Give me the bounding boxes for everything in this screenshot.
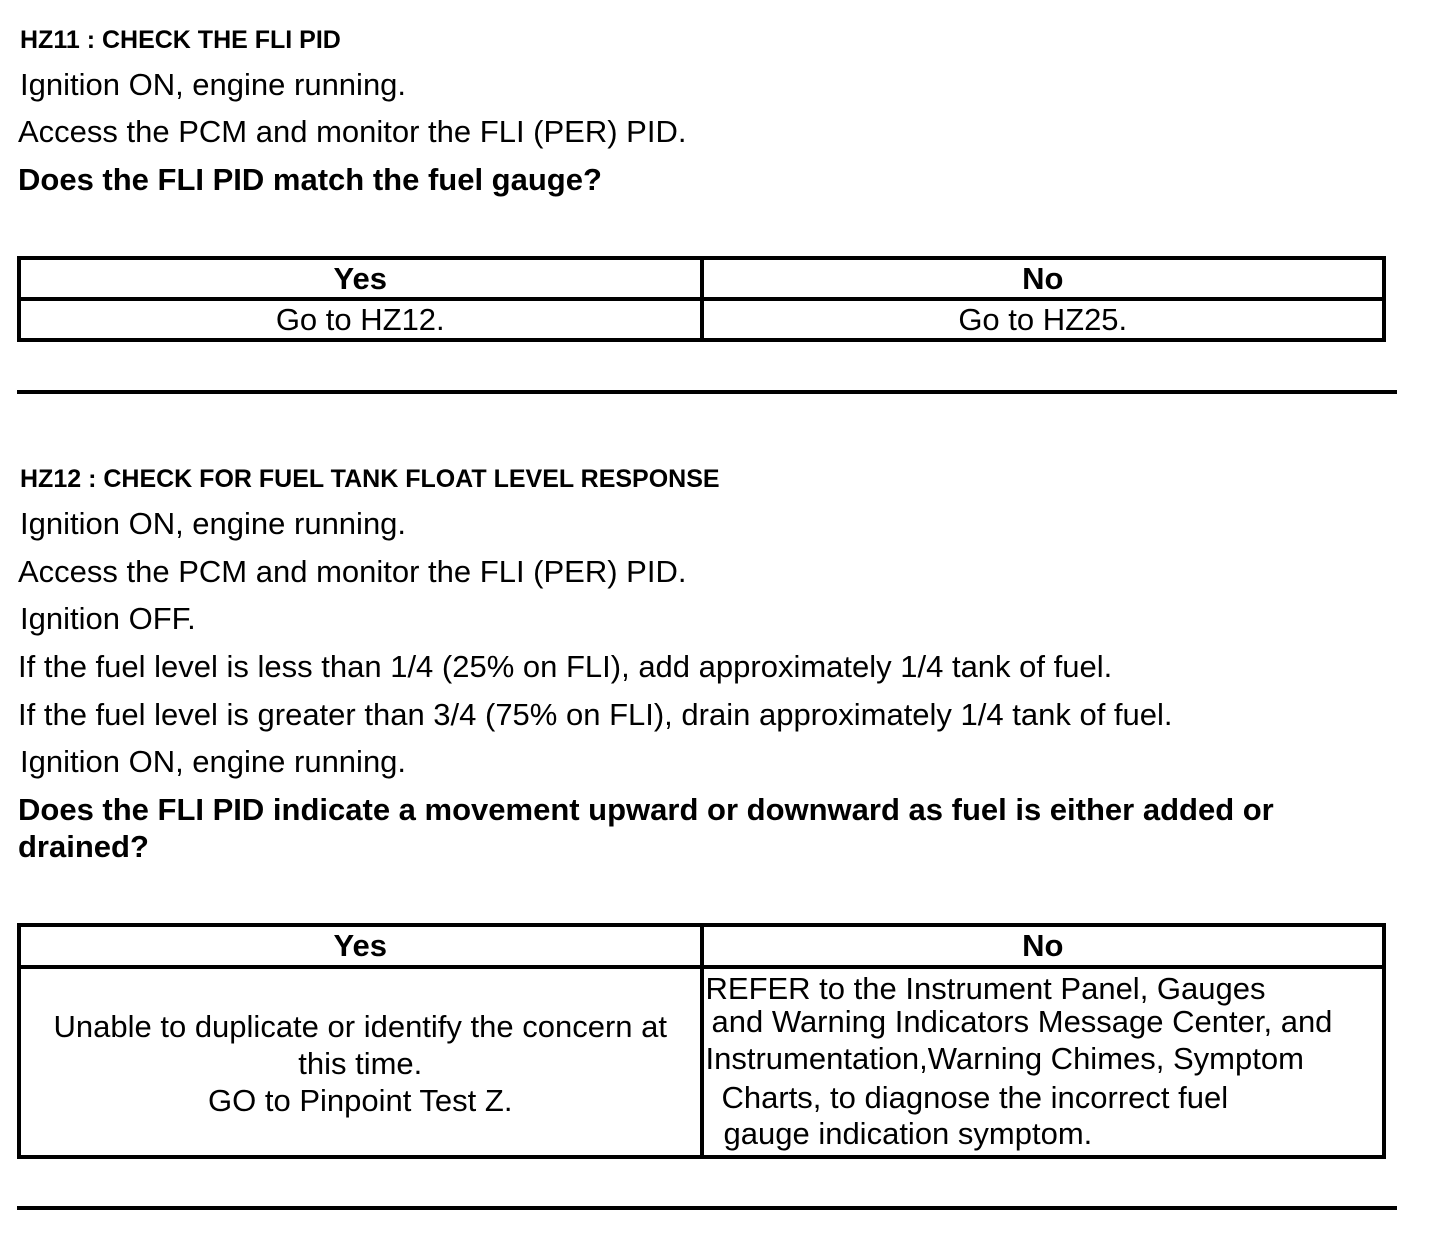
hz11-yes-action: Go to HZ12. bbox=[19, 299, 702, 340]
hz12-no-action-line-4: Charts, to diagnose the incorrect fuel bbox=[721, 1080, 1229, 1115]
bottom-divider bbox=[17, 1206, 1397, 1210]
hz11-question: Does the FLI PID match the fuel gauge? bbox=[18, 162, 602, 197]
hz12-step-1: Ignition ON, engine running. bbox=[20, 506, 407, 541]
hz12-yes-header: Yes bbox=[19, 925, 702, 967]
hz12-yes-action-line-1: Unable to duplicate or identify the concern at bbox=[53, 1008, 667, 1044]
hz12-question-line-1: Does the FLI PID indicate a movement upward or downward as fuel is either added or bbox=[18, 792, 1274, 827]
hz11-step-1: Ignition ON, engine running. bbox=[20, 67, 407, 102]
hz11-step-2: Access the PCM and monitor the FLI (PER) PID. bbox=[18, 114, 687, 149]
hz12-yes-action bbox=[19, 967, 702, 1157]
hz12-step-5: If the fuel level is greater than 3/4 (75% on FLI), drain approximately 1/4 tank of fuel. bbox=[18, 697, 1173, 732]
hz12-yes-action-line-2: this time. bbox=[298, 1045, 423, 1081]
hz12-step-6: Ignition ON, engine running. bbox=[20, 744, 407, 779]
hz12-result-table bbox=[17, 923, 1386, 1159]
hz12-yes-action-line-3: GO to Pinpoint Test Z. bbox=[208, 1082, 513, 1118]
hz12-no-header: No bbox=[702, 925, 1385, 967]
hz12-heading: HZ12 : CHECK FOR FUEL TANK FLOAT LEVEL RESPONSE bbox=[20, 465, 720, 493]
hz11-result-table bbox=[17, 256, 1386, 342]
hz11-no-action: Go to HZ25. bbox=[702, 299, 1385, 340]
hz12-no-action-line-3: Instrumentation,Warning Chimes, Symptom bbox=[705, 1041, 1304, 1076]
hz12-no-action-line-2: and Warning Indicators Message Center, and bbox=[711, 1004, 1333, 1039]
hz11-yes-header: Yes bbox=[19, 258, 702, 299]
hz11-no-header: No bbox=[702, 258, 1385, 299]
hz12-no-action-line-1: REFER to the Instrument Panel, Gauges bbox=[705, 971, 1266, 1006]
hz12-question-line-2: drained? bbox=[18, 829, 149, 864]
hz12-step-2: Access the PCM and monitor the FLI (PER) PID. bbox=[18, 554, 687, 589]
hz12-step-4: If the fuel level is less than 1/4 (25% on FLI), add approximately 1/4 tank of fuel. bbox=[18, 649, 1113, 684]
hz12-no-action-line-5: gauge indication symptom. bbox=[723, 1116, 1093, 1151]
hz12-step-3: Ignition OFF. bbox=[20, 601, 196, 636]
hz12-no-action bbox=[702, 967, 1385, 1157]
section-divider bbox=[17, 390, 1397, 394]
hz11-heading: HZ11 : CHECK THE FLI PID bbox=[20, 26, 341, 54]
